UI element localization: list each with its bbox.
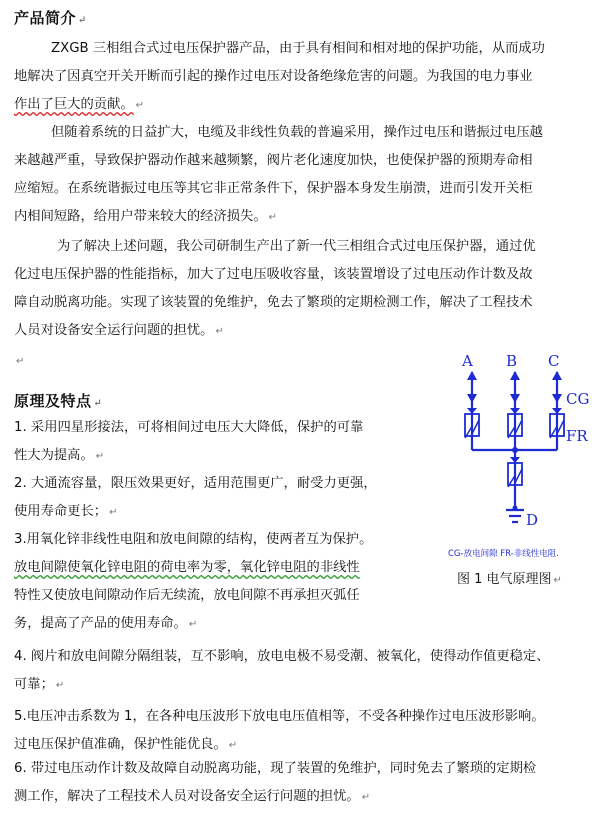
phase-a-arrow-up <box>467 371 477 380</box>
text-line: 性大为提高。 ↵ <box>14 448 105 463</box>
text-line: 人员对设备安全运行问题的担忧。 ↵ <box>14 323 224 338</box>
paragraph-mark: ↵ <box>16 356 25 367</box>
label-b: B <box>506 352 518 370</box>
text-line: 但随着系统的日益扩大，电缆及非线性负载的普遍采用，操作过电压和谐振过电压越 <box>51 125 543 140</box>
phase-b-arrow-up <box>510 371 520 380</box>
label-fr: FR <box>566 427 588 445</box>
text-line: 使用寿命更长； ↵ <box>14 504 118 519</box>
text-line: 6. 带过电压动作计数及故障自动脱离功能，现了装置的免维护，同时免去了繁琐的定期检 <box>14 761 537 776</box>
text-line: 可靠； ↵ <box>14 677 65 692</box>
label-d: D <box>526 511 539 529</box>
text-line: 3.用氧化锌非线性电阻和放电间隙的结构，使两者互为保护。 <box>14 532 373 547</box>
text-line: 特性又使放电间隙动作后无续流，放电间隙不再承担灭弧任 <box>14 588 360 603</box>
phase-a-arrow-down <box>467 394 477 403</box>
text-line: 过电压保护值准确，保护性能优良。 ↵ <box>14 737 238 752</box>
phase-c-arrow-up <box>552 371 562 380</box>
intro-heading: 产品简介 ↵ <box>14 9 87 27</box>
text-line: 为了解决上述问题，我公司研制生产出了新一代三相组合式过电压保护器，通过优 <box>57 239 536 254</box>
text-line: 1. 采用四星形接法，可将相间过电压大大降低，保护的可靠 <box>14 420 364 435</box>
text-line: 应缩短。在系统谐振过电压等其它非正常条件下，保护器本身发生崩溃，进而引发开关柜 <box>14 181 533 196</box>
text-line: 内相间短路，给用户带来较大的经济损失。 ↵ <box>14 209 278 224</box>
text-line: ZXGB 三相组合式过电压保护器产品，由于具有相间和相对地的保护功能，从而成功 <box>51 41 545 56</box>
text-line: 来越越严重，导致保护器动作越来越频繁，阀片老化速度加快，也使保护器的预期寿命相 <box>14 153 533 168</box>
text-line: 障自动脱离功能。实现了该装置的免维护，免去了繁琐的定期检测工作，解决了工程技术 <box>14 295 533 310</box>
phase-b-arrow-down <box>510 394 520 403</box>
text-line: 务，提高了产品的使用寿命。 ↵ <box>14 616 198 631</box>
label-c: C <box>548 352 560 370</box>
text-line: 测工作，解决了工程技术人员对设备安全运行问题的担忧。 ↵ <box>14 789 371 804</box>
diagram-legend: CG-放电间隙 FR-非线性电阻. <box>448 549 560 559</box>
principle-heading: 原理及特点 ↵ <box>14 392 103 410</box>
label-cg: CG <box>566 390 590 408</box>
figure-caption: 图 1 电气原理图 ↵ <box>457 572 562 587</box>
text-line: 地解决了因真空开关开断而引起的操作过电压对设备绝缘危害的问题。为我国的电力事业 <box>14 69 533 84</box>
text-line: 4. 阀片和放电间隙分隔组装，互不影响，放电电极不易受潮、被氧化，使得动作值更稳定、 <box>14 649 550 664</box>
circuit-diagram <box>440 350 597 565</box>
text-line: 2. 大通流容量，限压效果更好，适用范围更广，耐受力更强， <box>14 476 377 491</box>
junction-dot <box>512 447 518 453</box>
text-line: 作出了巨大的贡献。 ↵ <box>14 97 145 112</box>
text-line: 化过电压保护器的性能指标，加大了过电压吸收容量，该装置增设了过电压动作计数及故 <box>14 267 533 282</box>
text-line: 放电间隙使氧化锌电阻的荷电率为零，氧化锌电阻的非线性 <box>14 560 360 575</box>
label-a: A <box>462 352 473 370</box>
phase-c-arrow-down <box>552 394 562 403</box>
text-line: 5.电压冲击系数为 1，在各种电压波形下放电电压值相等，不受各种操作过电压波形影响。 <box>14 709 545 724</box>
ground-dot <box>513 506 518 511</box>
